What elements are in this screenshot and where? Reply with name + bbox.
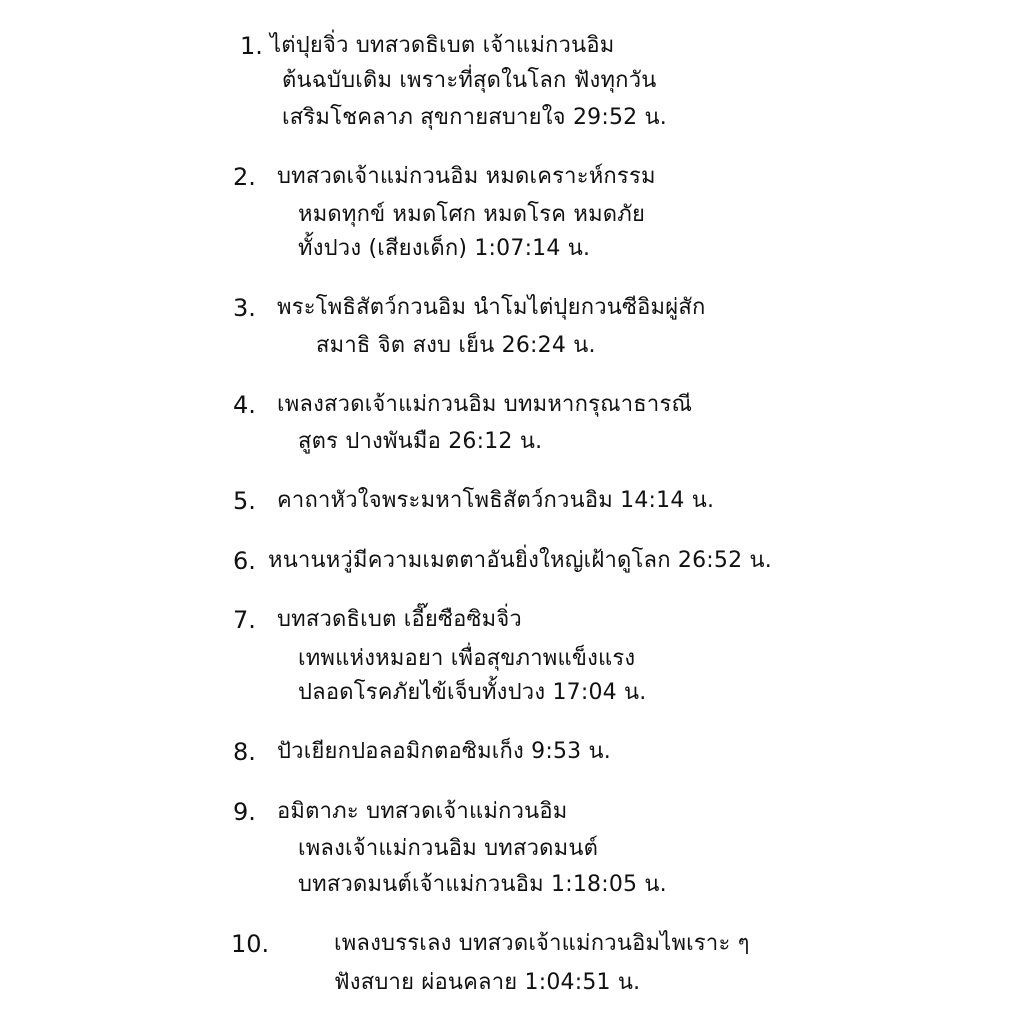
item-7-line-1: บทสวดธิเบต เอี๊ยซือซิมจิ่ว (277, 607, 522, 632)
item-1-number: 1. (240, 32, 263, 60)
item-2-line-2: หมดทุกข์ หมดโศก หมดโรค หมดภัย (298, 202, 646, 227)
item-9-line-1: อมิตาภะ บทสวดเจ้าแม่กวนอิม (277, 799, 568, 824)
item-8-number: 8. (233, 738, 256, 766)
item-1-line-1: ไต่ปุยจิ่ว บทสวดธิเบต เจ้าแม่กวนอิม (270, 33, 615, 58)
item-9-number: 9. (233, 798, 256, 826)
item-4-line-2: สูตร ปางพันมือ 26:12 น. (298, 429, 543, 454)
item-10-number: 10. (231, 930, 270, 958)
item-8-line-1: ปัวเยียกปอลอมิกตอซิมเก็ง 9:53 น. (277, 739, 611, 764)
item-9-line-2: เพลงเจ้าแม่กวนอิม บทสวดมนต์ (298, 836, 599, 861)
item-1-line-2: ต้นฉบับเดิม เพราะที่สุดในโลก ฟังทุกวัน (282, 68, 657, 93)
item-5-number: 5. (233, 487, 256, 515)
item-10-line-1: เพลงบรรเลง บทสวดเจ้าแม่กวนอิมไพเราะ ๆ (334, 931, 750, 956)
item-10-line-2: ฟังสบาย ผ่อนคลาย 1:04:51 น. (334, 970, 641, 995)
item-6-line-1: หนานหวู่มีความเมตตาอันยิ่งใหญ่เฝ้าดูโลก 26:52 น. (268, 548, 772, 573)
item-3-line-2: สมาธิ จิต สงบ เย็น 26:24 น. (316, 333, 596, 358)
item-3-number: 3. (233, 294, 256, 322)
item-2-number: 2. (233, 163, 256, 191)
item-2-line-1: บทสวดเจ้าแม่กวนอิม หมดเคราะห์กรรม (277, 164, 656, 189)
item-7-number: 7. (233, 606, 256, 634)
item-3-line-1: พระโพธิสัตว์กวนอิม นำโมไต่ปุยกวนซีอิมผู่สัก (277, 295, 706, 320)
item-1-line-3: เสริมโชคลาภ สุขกายสบายใจ 29:52 น. (282, 105, 667, 130)
item-5-line-1: คาถาหัวใจพระมหาโพธิสัตว์กวนอิม 14:14 น. (277, 488, 715, 513)
item-7-line-2: เทพแห่งหมอยา เพื่อสุขภาพแข็งแรง (298, 646, 636, 671)
item-4-number: 4. (233, 391, 256, 419)
item-4-line-1: เพลงสวดเจ้าแม่กวนอิม บทมหากรุณาธารณี (277, 392, 693, 417)
item-9-line-3: บทสวดมนต์เจ้าแม่กวนอิม 1:18:05 น. (298, 872, 667, 897)
item-2-line-3: ทั้งปวง (เสียงเด็ก) 1:07:14 น. (298, 236, 591, 261)
item-7-line-3: ปลอดโรคภัยไข้เจ็บทั้งปวง 17:04 น. (298, 680, 647, 705)
item-6-number: 6. (233, 547, 256, 575)
